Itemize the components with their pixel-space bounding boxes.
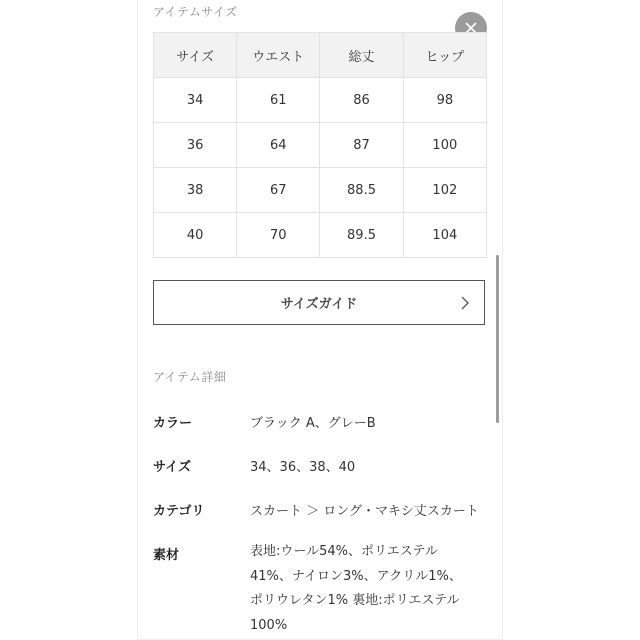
- table-cell: 87: [320, 123, 403, 168]
- detail-value: ブラック A、グレーB: [250, 416, 376, 431]
- detail-key: 素材: [153, 548, 180, 563]
- table-cell: 100: [403, 123, 486, 168]
- header-hip: ヒップ: [403, 33, 486, 78]
- material-line: 100%: [250, 617, 288, 633]
- size-table: [153, 32, 487, 258]
- material-line: 表地:ウール54%、ポリエステル: [250, 544, 438, 559]
- table-cell: 86: [320, 78, 403, 123]
- header-length: 総丈: [320, 33, 403, 78]
- material-line: ポリウレタン1% 裏地:ポリエステル: [250, 593, 460, 608]
- header-waist: ウエスト: [237, 33, 320, 78]
- chevron-right-icon: [460, 295, 470, 311]
- table-cell: 70: [237, 213, 320, 258]
- size-table-header-row: [154, 33, 487, 78]
- detail-key: サイズ: [153, 460, 191, 475]
- size-guide-label: サイズガイド: [280, 297, 358, 312]
- size-guide-button[interactable]: [153, 280, 485, 325]
- table-row: [154, 78, 487, 123]
- table-cell: 34: [154, 78, 237, 123]
- table-row: [154, 213, 487, 258]
- table-cell: 98: [403, 78, 486, 123]
- table-row: [154, 168, 487, 213]
- right-divider: [502, 0, 503, 640]
- detail-value: スカート ＞ ロング・マキシ丈スカート: [250, 504, 479, 519]
- left-divider: [137, 0, 138, 640]
- table-cell: 67: [237, 168, 320, 213]
- detail-key: カテゴリ: [153, 504, 205, 519]
- table-cell: 88.5: [320, 168, 403, 213]
- table-cell: 102: [403, 168, 486, 213]
- item-size-title: アイテムサイズ: [153, 5, 238, 19]
- detail-key: カラー: [153, 416, 193, 431]
- material-line: 41%、ナイロン3%、アクリル1%、: [250, 568, 462, 584]
- detail-value-material: [250, 540, 495, 638]
- scrollbar[interactable]: [496, 255, 499, 423]
- table-cell: 89.5: [320, 213, 403, 258]
- table-row: [154, 123, 487, 168]
- table-cell: 104: [403, 213, 486, 258]
- table-cell: 64: [237, 123, 320, 168]
- table-cell: 38: [154, 168, 237, 213]
- detail-value: 34、36、38、40: [250, 460, 356, 475]
- table-cell: 40: [154, 213, 237, 258]
- header-size: サイズ: [154, 33, 237, 78]
- table-cell: 36: [154, 123, 237, 168]
- table-cell: 61: [237, 78, 320, 123]
- item-details-title: アイテム詳細: [153, 370, 227, 384]
